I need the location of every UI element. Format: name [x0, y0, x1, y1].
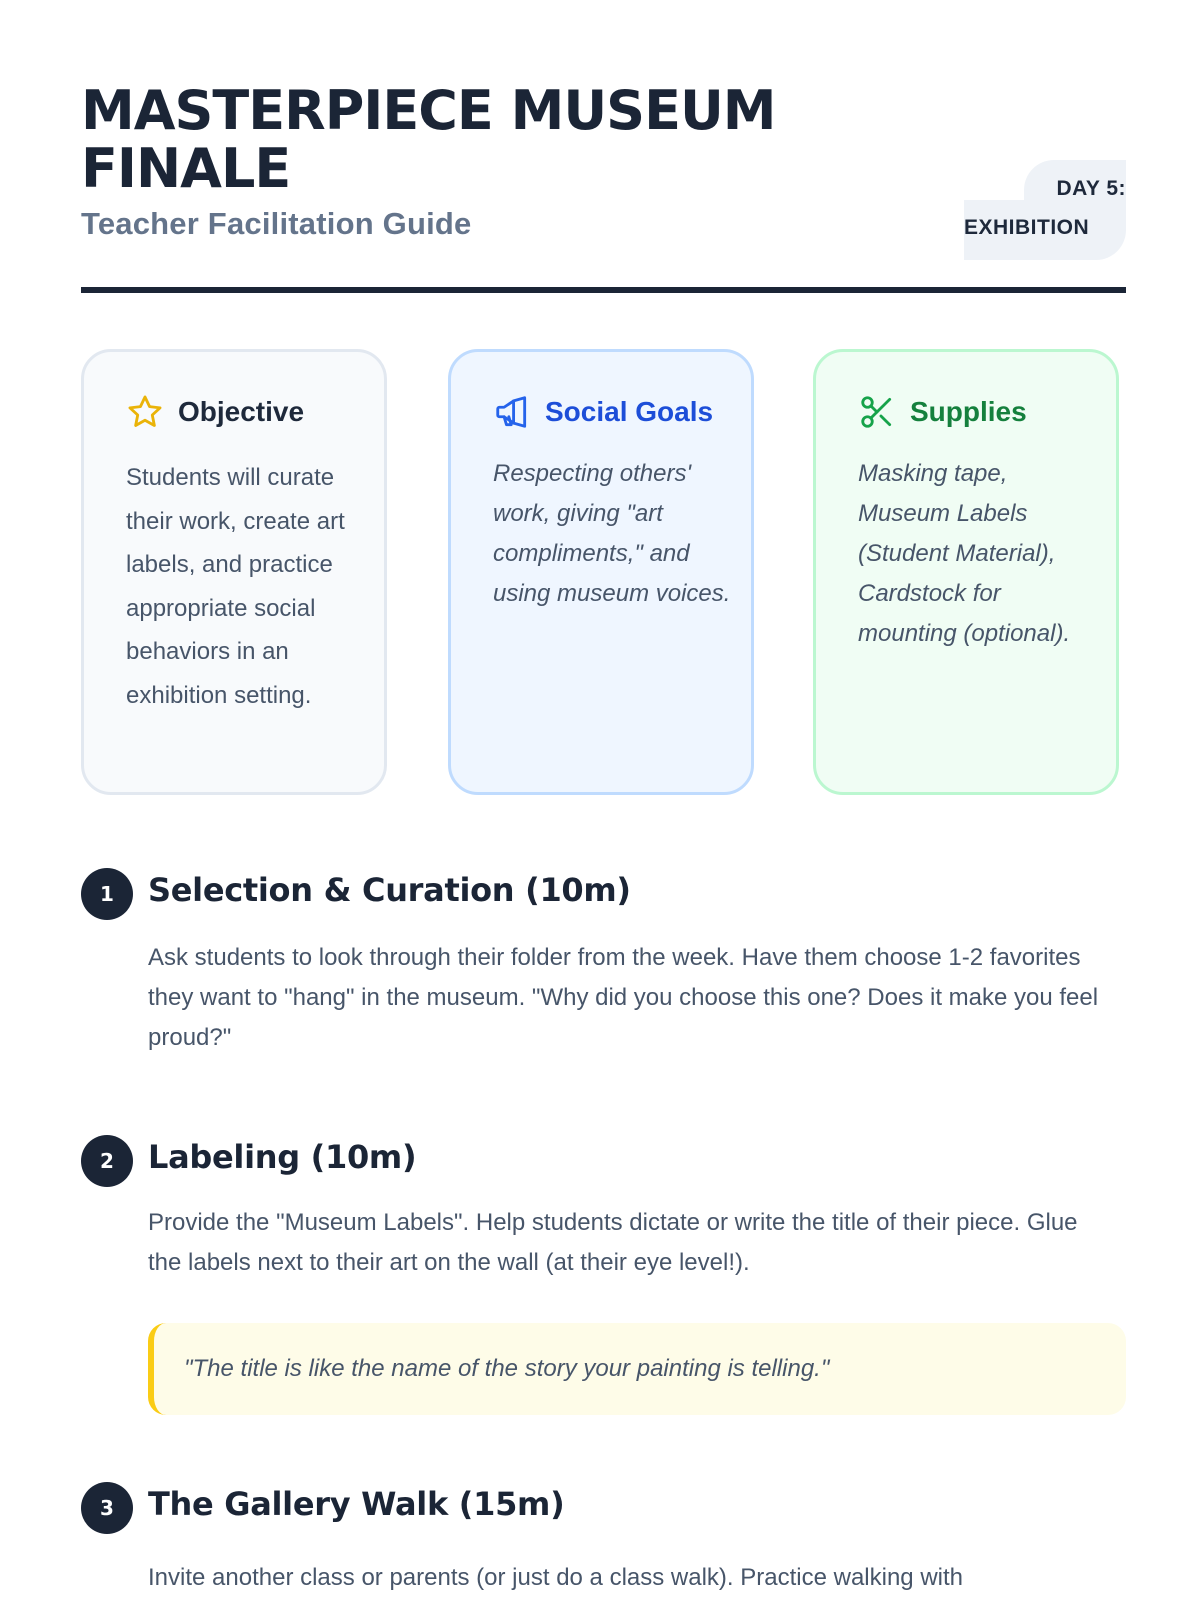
day-badge-day: DAY 5:: [1056, 177, 1126, 200]
social-goals-card-header: [493, 392, 713, 432]
step-title: Labeling (10m): [148, 1138, 417, 1176]
megaphone-icon: [493, 393, 531, 431]
page-header: [81, 79, 1126, 298]
header-divider: [81, 287, 1126, 293]
step-title: The Gallery Walk (15m): [148, 1485, 565, 1523]
objective-card: [81, 349, 387, 795]
guide-page: [81, 0, 1126, 1600]
teacher-quote-callout: "The title is like the name of the story your painting is telling.": [148, 1323, 1126, 1415]
objective-card-text: Students will curate their work, create art labels, and practice appropriate social behaviors in an exhibition setting.: [126, 464, 345, 709]
step-title: Selection & Curation (10m): [148, 871, 631, 909]
page-title: MASTERPIECE MUSEUM FINALE: [81, 79, 776, 200]
supplies-card-text: Masking tape, Museum Labels (Student Material), Cardstock for mounting (optional).: [858, 460, 1071, 647]
objective-card-header: [126, 392, 304, 432]
step-number-badge: 3: [81, 1482, 133, 1534]
social-goals-card: [448, 349, 754, 795]
step-text: Ask students to look through their folder from the week. Have them choose 1-2 favorites they want to "hang" in the museum. "Why did you choose this one? Does it make you feel proud?": [148, 944, 1099, 1051]
page-subtitle: Teacher Facilitation Guide: [81, 206, 472, 241]
scissors-icon: [858, 393, 896, 431]
step-number-badge: 1: [81, 868, 133, 920]
social-goals-card-text: Respecting others' work, giving "art compliments," and using museum voices.: [493, 460, 731, 607]
day-badge: [964, 160, 1126, 260]
objective-card-title: Objective: [178, 396, 305, 427]
step-number-badge: 2: [81, 1135, 133, 1187]
step-text: Invite another class or parents (or just do a class walk). Practice walking with: [148, 1564, 964, 1591]
supplies-card-title: Supplies: [910, 396, 1027, 427]
day-badge-label: EXHIBITION: [964, 216, 1090, 239]
supplies-card-header: [858, 392, 1027, 432]
supplies-card: [813, 349, 1119, 795]
step-text: Provide the "Museum Labels". Help students dictate or write the title of their piece. Glue the labels next to their art on the wall (at their eye level!).: [148, 1209, 1078, 1276]
info-cards: [81, 349, 1126, 800]
star-icon: [126, 393, 164, 431]
social-goals-card-title: Social Goals: [545, 396, 714, 427]
